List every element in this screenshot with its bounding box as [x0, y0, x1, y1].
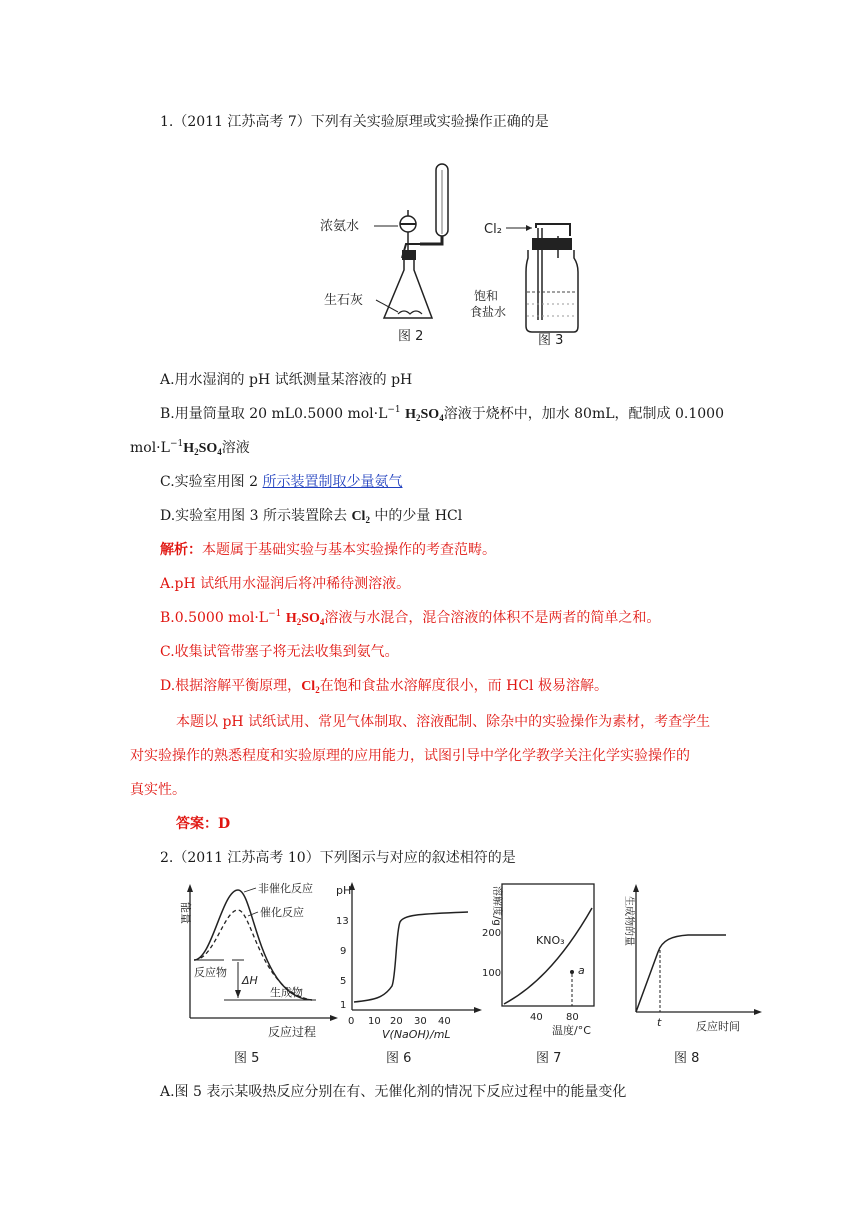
analysis-d: D.根据溶解平衡原理，$Cl_2$在饱和食盐水溶解度很小，而 HCl 极易溶解。 — [160, 678, 608, 695]
fig5-uncatalyzed: 非催化反应 — [258, 882, 313, 895]
fig5-catalyzed: 催化反应 — [260, 906, 304, 919]
fig6-ytick-1: 1 — [340, 1000, 347, 1011]
label-lime: 生石灰 — [324, 293, 364, 308]
fig6-caption: 图 6 — [386, 1051, 412, 1066]
label-brine-1: 饱和 — [474, 289, 499, 303]
analysis-a: A.pH 试纸用水湿润后将冲稀待测溶液。 — [160, 576, 411, 592]
fig7-ylabel: 溶解度/g — [491, 886, 502, 926]
comment-line-3: 真实性。 — [130, 782, 186, 798]
figure-8-product-chart — [612, 880, 776, 1066]
comment-line-2: 对实验操作的熟悉程度和实验原理的应用能力，试图引导中学化学教学关注化学实验操作的 — [130, 748, 690, 764]
analysis-c: C.收集试管带塞子将无法收集到氨气。 — [160, 644, 399, 660]
label-ammonia: 浓氨水 — [320, 219, 360, 234]
q1-option-b-line2: $mol\cdot L^{-1}H_2SO_4$溶液 — [130, 439, 250, 457]
analysis-heading: 解析：本题属于基础实验与基本实验操作的考查范畴。 — [160, 542, 496, 558]
figure-3-caption: 图 3 — [538, 333, 564, 348]
fig6-ylabel: pH — [336, 884, 352, 897]
q1-option-c: C.实验室用图 2 所示装置制取少量氨气 — [160, 474, 403, 490]
fig6-ytick-9: 9 — [340, 946, 347, 957]
figure-7-solubility-chart — [480, 880, 610, 1066]
fig7-xtick-40: 40 — [530, 1012, 543, 1023]
figure-2-apparatus — [320, 158, 460, 348]
fig6-xtick-40: 40 — [438, 1016, 451, 1027]
fig8-xlabel: 反应时间 — [696, 1020, 740, 1033]
fig5-caption: 图 5 — [234, 1051, 260, 1066]
comment-line-1: 本题以 pH 试纸试用、常见气体制取、溶液配制、除杂中的实验操作为素材，考查学生 — [176, 714, 711, 730]
fig8-ylabel: 生成物的量 — [623, 896, 634, 946]
fig5-xlabel: 反应过程 — [268, 1025, 317, 1039]
figure-5-energy-diagram — [172, 880, 342, 1066]
fig8-caption: 图 8 — [674, 1051, 700, 1066]
fig7-caption: 图 7 — [536, 1051, 562, 1066]
fig7-series-label: KNO₃ — [536, 934, 565, 947]
fig6-ytick-5: 5 — [340, 976, 347, 987]
answer: 答案：D — [176, 816, 231, 832]
fig7-xlabel: 温度/°C — [552, 1024, 591, 1037]
fig7-xtick-80: 80 — [566, 1012, 579, 1023]
q1-option-b-line1: B.用量筒量取 20 mL0.5000 $mol\cdot L^{-1}$ $H_2SO_4$溶液于烧杯中，加水 80mL，配制成 0.1000 — [160, 405, 724, 423]
figure-6-titration-chart — [334, 880, 484, 1066]
fig7-point-a: a — [578, 964, 585, 977]
q2-stem: 2.（2011 江苏高考 10）下列图示与对应的叙述相符的是 — [160, 850, 516, 866]
fig7-ytick-200: 200 — [482, 928, 502, 939]
fig7-ytick-100: 100 — [482, 968, 502, 979]
fig6-xtick-30: 30 — [414, 1016, 427, 1027]
option-c-link[interactable]: 所示装置制取少量氨气 — [262, 474, 403, 490]
analysis-b: B.0.5000 $mol\cdot L^{-1}$ $H_2SO_4$溶液与水混合，混合溶液的体积不是两者的简单之和。 — [160, 609, 661, 627]
fig6-xtick-20: 20 — [390, 1016, 403, 1027]
label-cl2: Cl₂ — [484, 222, 502, 237]
figure-2-caption: 图 2 — [398, 329, 424, 344]
q1-option-a: A.用水湿润的 pH 试纸测量某溶液的 pH — [160, 372, 413, 388]
fig5-ylabel: 能量 — [179, 902, 192, 924]
q1-stem: 1.（2011 江苏高考 7）下列有关实验原理或实验操作正确的是 — [160, 114, 549, 130]
fig6-ytick-13: 13 — [336, 916, 349, 927]
fig6-xlabel: V(NaOH)/mL — [382, 1028, 451, 1041]
fig6-xtick-0: 0 — [348, 1016, 355, 1027]
q1-option-d: D.实验室用图 3 所示装置除去 $Cl_2$ 中的少量 HCl — [160, 508, 463, 525]
label-brine-2: 食盐水 — [470, 305, 507, 319]
fig5-reactant: 反应物 — [194, 966, 227, 979]
fig8-t: t — [657, 1016, 662, 1029]
q2-option-a: A.图 5 表示某吸热反应分别在有、无催化剂的情况下反应过程中的能量变化 — [160, 1084, 627, 1100]
fig6-xtick-10: 10 — [368, 1016, 381, 1027]
fig5-dh: ΔH — [242, 974, 258, 987]
figure-3-apparatus — [470, 214, 580, 348]
fig5-product: 生成物 — [270, 986, 303, 999]
